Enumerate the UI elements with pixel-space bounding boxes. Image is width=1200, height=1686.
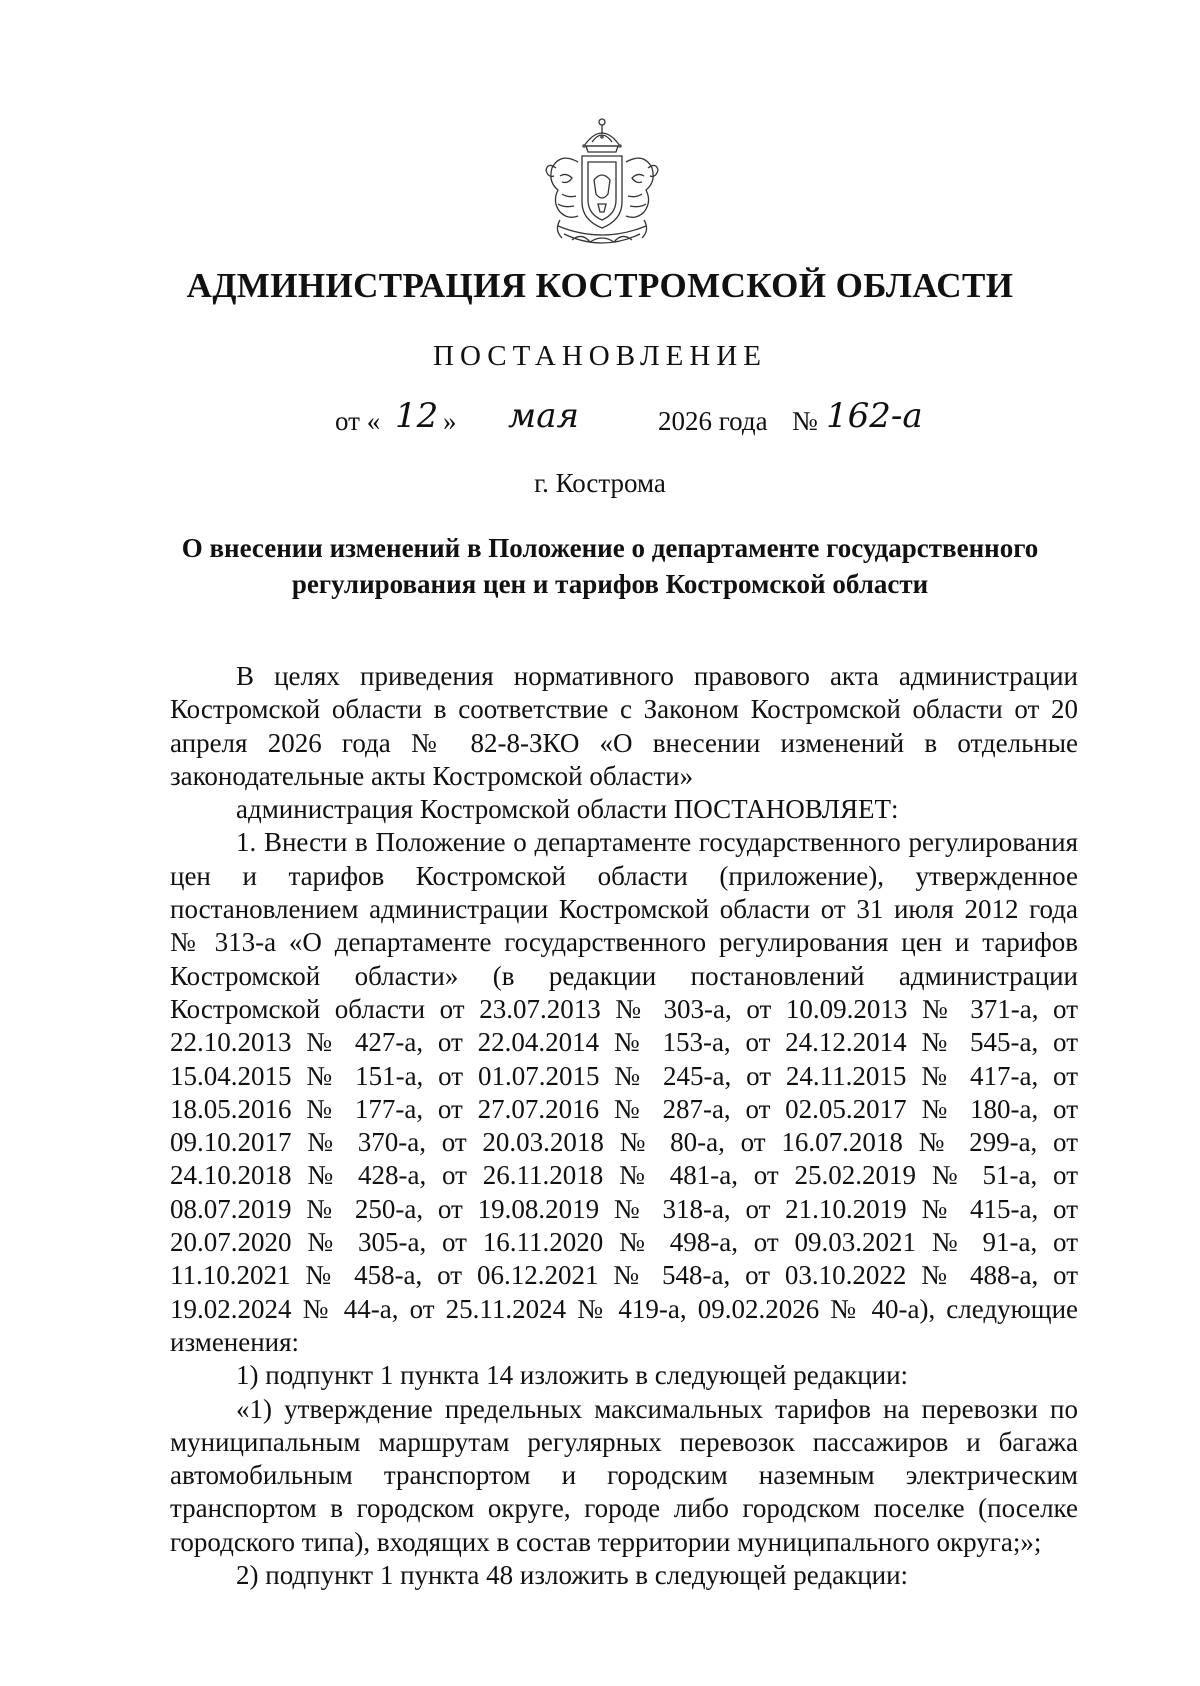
organization-heading: АДМИНИСТРАЦИЯ КОСТРОМСКОЙ ОБЛАСТИ (186, 266, 1014, 305)
paragraph: «1) утверждение предельных максимальных тарифов на перевозки по муниципальным маршрутам регулярных перевозок пассажиров и багажа автомобильным транспортом и городским наземным электрическим транспортом в городском округе, городе либо городском поселке (поселке городского типа), входящих в состав территории муниципального округа;»; (170, 1393, 1078, 1557)
paragraph: 1) подпункт 1 пункта 14 изложить в следующей редакции: (236, 1360, 909, 1391)
paragraph: 2) подпункт 1 пункта 48 изложить в следующей редакции: (236, 1560, 909, 1591)
paragraph: администрация Костромской области ПОСТАНОВЛЯЕТ: (236, 794, 899, 825)
date-line (0, 396, 1200, 450)
handwritten-number: 162-а (826, 396, 923, 436)
document-title: О внесении изменений в Положение о департаменте государственного регулирования цен и тарифов Костромской области (181, 533, 1039, 599)
city: г. Кострома (534, 468, 666, 498)
paragraph: В целях приведения нормативного правового акта администрации Костромской области в соответствие с Законом Костромской области от 20 апреля 2026 года № 82-8-ЗКО «О внесении изменений в отдельные законодательные акты Костромской области» (170, 661, 1078, 791)
coat-of-arms-icon (538, 112, 666, 257)
number-sign: № (792, 406, 818, 436)
date-close-quote: » (443, 406, 457, 436)
handwritten-month: мая (508, 396, 579, 436)
handwritten-day: 12 (395, 396, 439, 436)
document-body (170, 660, 1078, 1592)
date-year: 2026 года (658, 406, 768, 436)
document-type: ПОСТАНОВЛЕНИЕ (433, 340, 767, 372)
date-prefix: от « (335, 406, 381, 436)
paragraph: 1. Внести в Положение о департаменте государственного регулирования цен и тарифов Костромской области (приложение), утвержденное постановлением администрации Костромской области от 31 июля 2012 года № 313-а «О департаменте государственного регулирования цен и тарифов Костромской области» (в редакции постановлений администрации Костромской области от 23.07.2013 № 303-а, от 10.09.2013 № 371-а, от 22.10.2013 № 427-а, от 22.04.2014 № 153-а, от 24.12.2014 № 545-а, от 15.04.2015 № 151-а, от 01.07.2015 № 245-а, от 24.11.2015 № 417-а, от 18.05.2016 № 177-а, от 27.07.2016 № 287-а, от 02.05.2017 № 180-а, от 09.10.2017 № 370-а, от 20.03.2018 № 80-а, от 16.07.2018 № 299-а, от 24.10.2018 № 428-а, от 26.11.2018 № 481-а, от 25.02.2019 № 51-а, от 08.07.2019 № 250-а, от 19.08.2019 № 318-а, от 21.10.2019 № 415-а, от 20.07.2020 № 305-а, от 16.11.2020 № 498-а, от 09.03.2021 № 91-а, от 11.10.2021 № 458-а, от 06.12.2021 № 548-а, от 03.10.2022 № 488-а, от 19.02.2024 № 44-а, от 25.11.2024 № 419-а, 09.02.2026 № 40-а), следующие изменения: (170, 827, 1078, 1357)
